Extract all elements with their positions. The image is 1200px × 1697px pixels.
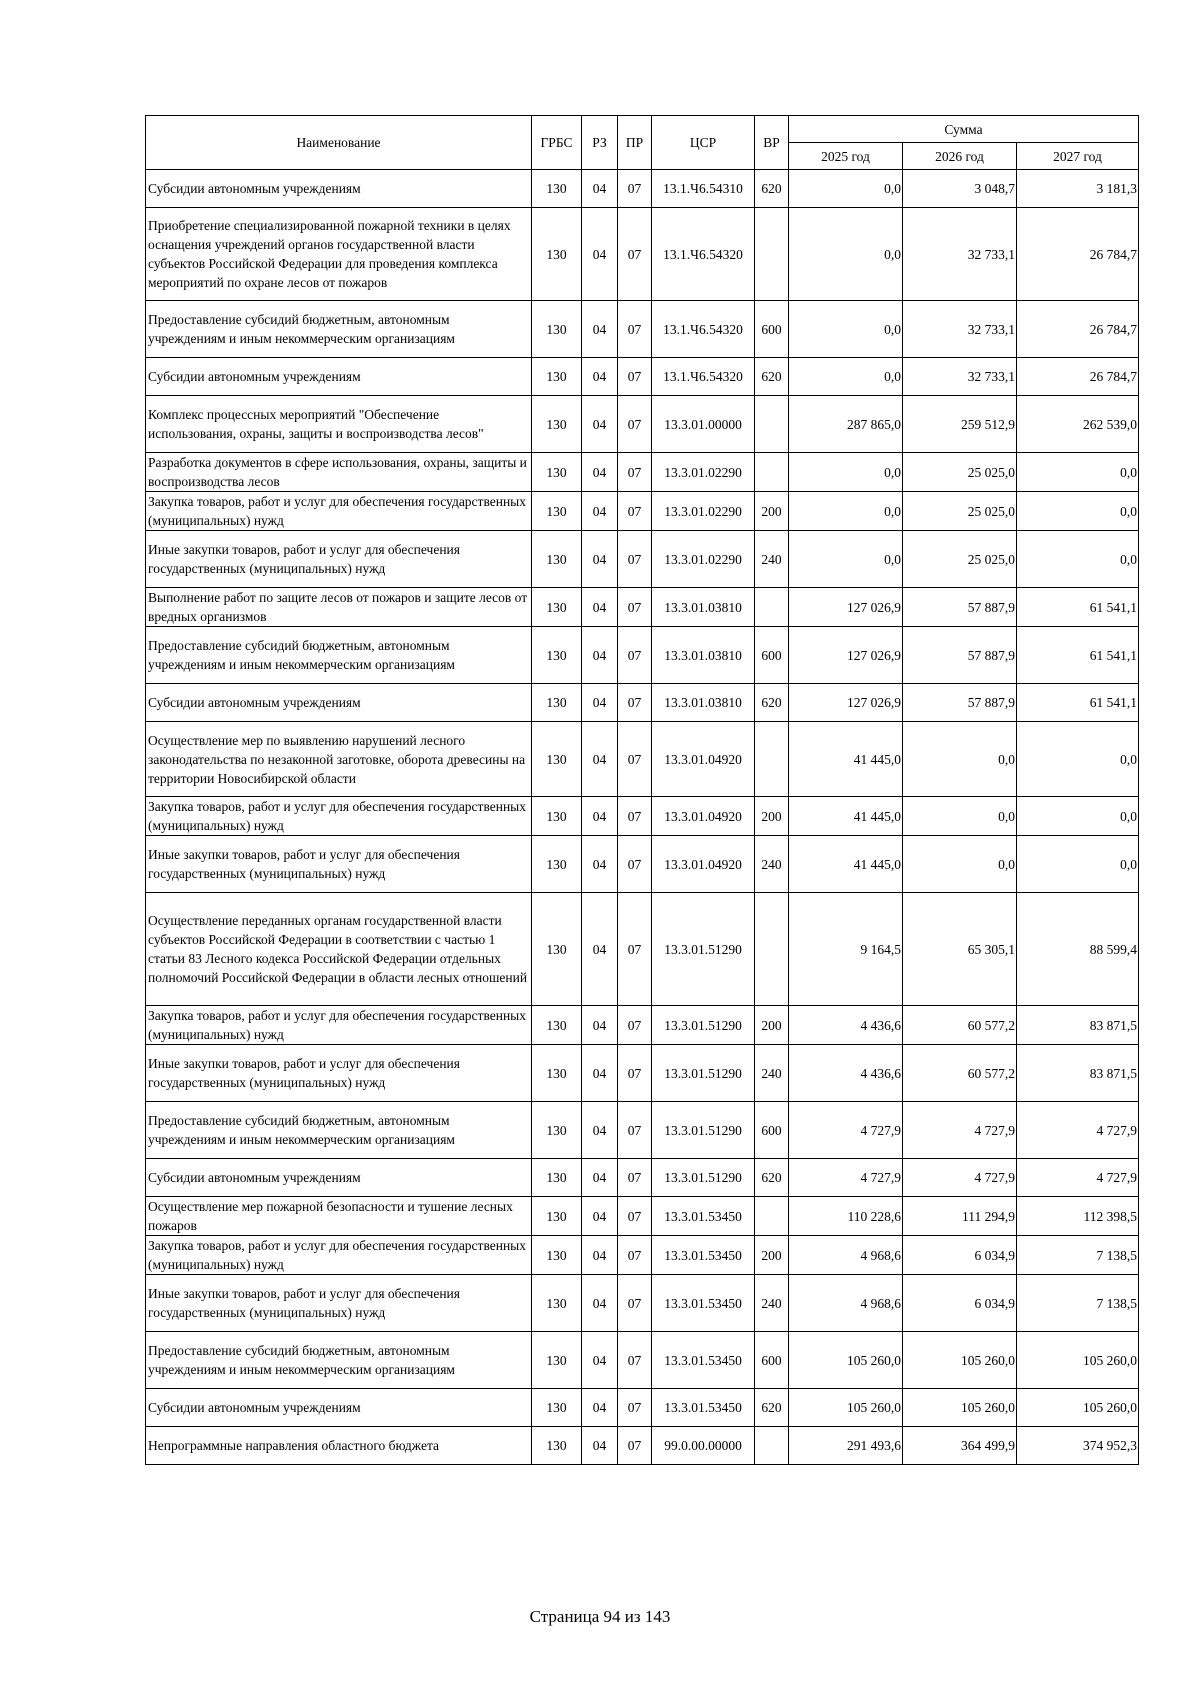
row-vr: 600: [755, 627, 789, 684]
row-name: Закупка товаров, работ и услуг для обеспечения государственных (муниципальных) нужд: [146, 1236, 532, 1275]
row-rz: 04: [582, 836, 618, 893]
row-sum-2026: 57 887,9: [903, 627, 1017, 684]
row-sum-2026: 57 887,9: [903, 588, 1017, 627]
row-rz: 04: [582, 1159, 618, 1197]
table-row: [146, 836, 1139, 893]
row-grbs: 130: [532, 453, 582, 492]
row-pr: 07: [618, 1197, 652, 1236]
row-sum-2027: 0,0: [1017, 531, 1139, 588]
row-sum-2026: 32 733,1: [903, 301, 1017, 358]
row-grbs: 130: [532, 170, 582, 208]
row-name: Субсидии автономным учреждениям: [146, 1159, 532, 1197]
row-vr: 600: [755, 301, 789, 358]
row-sum-2027: 88 599,4: [1017, 893, 1139, 1006]
row-pr: 07: [618, 1332, 652, 1389]
row-sum-2025: 41 445,0: [789, 797, 903, 836]
row-rz: 04: [582, 627, 618, 684]
row-grbs: 130: [532, 836, 582, 893]
row-rz: 04: [582, 1045, 618, 1102]
row-csr: 13.3.01.04920: [652, 836, 755, 893]
row-rz: 04: [582, 684, 618, 722]
table-row: [146, 301, 1139, 358]
row-sum-2026: 111 294,9: [903, 1197, 1017, 1236]
row-csr: 13.3.01.02290: [652, 453, 755, 492]
row-rz: 04: [582, 396, 618, 453]
row-pr: 07: [618, 627, 652, 684]
row-sum-2027: 3 181,3: [1017, 170, 1139, 208]
row-csr: 13.3.01.51290: [652, 1159, 755, 1197]
table-row: [146, 358, 1139, 396]
row-name: Закупка товаров, работ и услуг для обеспечения государственных (муниципальных) нужд: [146, 797, 532, 836]
row-sum-2027: 61 541,1: [1017, 627, 1139, 684]
row-csr: 13.3.01.53450: [652, 1389, 755, 1427]
row-grbs: 130: [532, 722, 582, 797]
row-sum-2026: 32 733,1: [903, 208, 1017, 301]
row-sum-2025: 0,0: [789, 170, 903, 208]
row-vr: [755, 722, 789, 797]
row-sum-2025: 41 445,0: [789, 722, 903, 797]
row-sum-2025: 4 436,6: [789, 1045, 903, 1102]
row-pr: 07: [618, 453, 652, 492]
row-sum-2026: 4 727,9: [903, 1159, 1017, 1197]
header-pr: ПР: [618, 116, 652, 170]
table-row: [146, 1197, 1139, 1236]
row-sum-2026: 60 577,2: [903, 1006, 1017, 1045]
table-row: [146, 1045, 1139, 1102]
table-row: [146, 531, 1139, 588]
row-vr: [755, 893, 789, 1006]
row-sum-2027: 105 260,0: [1017, 1389, 1139, 1427]
table-row: [146, 1427, 1139, 1465]
row-sum-2026: 25 025,0: [903, 531, 1017, 588]
row-grbs: 130: [532, 358, 582, 396]
table-header: [146, 116, 1139, 170]
row-sum-2025: 105 260,0: [789, 1332, 903, 1389]
row-vr: 600: [755, 1102, 789, 1159]
table-row: [146, 208, 1139, 301]
row-vr: 200: [755, 797, 789, 836]
row-csr: 13.1.Ч6.54320: [652, 208, 755, 301]
row-pr: 07: [618, 893, 652, 1006]
row-name: Предоставление субсидий бюджетным, автономным учреждениям и иным некоммерческим организациям: [146, 1102, 532, 1159]
row-name: Субсидии автономным учреждениям: [146, 1389, 532, 1427]
row-rz: 04: [582, 1332, 618, 1389]
row-grbs: 130: [532, 1006, 582, 1045]
row-sum-2025: 110 228,6: [789, 1197, 903, 1236]
table-row: [146, 1389, 1139, 1427]
row-rz: 04: [582, 1427, 618, 1465]
header-rz: РЗ: [582, 116, 618, 170]
table-body: [146, 170, 1139, 1465]
row-rz: 04: [582, 1275, 618, 1332]
table-row: [146, 684, 1139, 722]
row-vr: 240: [755, 1045, 789, 1102]
header-year-2026: 2026 год: [903, 143, 1017, 170]
row-name: Субсидии автономным учреждениям: [146, 358, 532, 396]
row-pr: 07: [618, 301, 652, 358]
row-pr: 07: [618, 208, 652, 301]
row-sum-2027: 26 784,7: [1017, 208, 1139, 301]
table-row: [146, 1159, 1139, 1197]
row-name: Иные закупки товаров, работ и услуг для обеспечения государственных (муниципальных) нужд: [146, 1275, 532, 1332]
row-vr: 200: [755, 1236, 789, 1275]
row-pr: 07: [618, 396, 652, 453]
row-name: Осуществление переданных органам государственной власти субъектов Российской Федерации в соответствии с частью 1 статьи 83 Лесного кодекса Российской Федерации отдельных полномочий Российской Федерации в области лесных отношений: [146, 893, 532, 1006]
row-csr: 13.3.01.03810: [652, 627, 755, 684]
row-sum-2026: 60 577,2: [903, 1045, 1017, 1102]
header-vr: ВР: [755, 116, 789, 170]
row-sum-2025: 4 436,6: [789, 1006, 903, 1045]
row-name: Осуществление мер пожарной безопасности и тушение лесных пожаров: [146, 1197, 532, 1236]
row-rz: 04: [582, 1006, 618, 1045]
row-name: Предоставление субсидий бюджетным, автономным учреждениям и иным некоммерческим организациям: [146, 301, 532, 358]
row-grbs: 130: [532, 1389, 582, 1427]
table-row: [146, 1006, 1139, 1045]
row-name: Комплекс процессных мероприятий "Обеспечение использования, охраны, защиты и воспроизводства лесов": [146, 396, 532, 453]
row-pr: 07: [618, 1275, 652, 1332]
row-grbs: 130: [532, 1102, 582, 1159]
row-csr: 13.3.01.51290: [652, 1006, 755, 1045]
row-grbs: 130: [532, 531, 582, 588]
row-pr: 07: [618, 836, 652, 893]
row-rz: 04: [582, 531, 618, 588]
row-sum-2026: 57 887,9: [903, 684, 1017, 722]
row-csr: 13.3.01.04920: [652, 722, 755, 797]
row-name: Иные закупки товаров, работ и услуг для обеспечения государственных (муниципальных) нужд: [146, 1045, 532, 1102]
row-pr: 07: [618, 358, 652, 396]
row-csr: 13.3.01.04920: [652, 797, 755, 836]
row-sum-2025: 0,0: [789, 492, 903, 531]
row-vr: 240: [755, 1275, 789, 1332]
row-sum-2026: 25 025,0: [903, 453, 1017, 492]
row-grbs: 130: [532, 396, 582, 453]
row-rz: 04: [582, 1236, 618, 1275]
row-grbs: 130: [532, 1427, 582, 1465]
row-sum-2027: 61 541,1: [1017, 684, 1139, 722]
row-pr: 07: [618, 684, 652, 722]
row-sum-2025: 127 026,9: [789, 684, 903, 722]
page-number: Страница 94 из 143: [529, 1607, 671, 1626]
row-vr: 620: [755, 1389, 789, 1427]
row-pr: 07: [618, 1006, 652, 1045]
table-row: [146, 797, 1139, 836]
header-grbs: ГРБС: [532, 116, 582, 170]
header-sum: Сумма: [789, 116, 1139, 143]
row-csr: 13.3.01.02290: [652, 531, 755, 588]
row-sum-2027: 26 784,7: [1017, 358, 1139, 396]
row-sum-2025: 0,0: [789, 358, 903, 396]
row-sum-2025: 4 968,6: [789, 1275, 903, 1332]
row-pr: 07: [618, 1389, 652, 1427]
row-name: Закупка товаров, работ и услуг для обеспечения государственных (муниципальных) нужд: [146, 492, 532, 531]
header-name: Наименование: [146, 116, 532, 170]
row-rz: 04: [582, 301, 618, 358]
row-sum-2025: 0,0: [789, 453, 903, 492]
row-vr: [755, 1197, 789, 1236]
row-grbs: 130: [532, 627, 582, 684]
table-row: [146, 1102, 1139, 1159]
row-rz: 04: [582, 1197, 618, 1236]
row-grbs: 130: [532, 301, 582, 358]
row-grbs: 130: [532, 1236, 582, 1275]
budget-table: [145, 115, 1139, 1465]
header-year-2027: 2027 год: [1017, 143, 1139, 170]
row-sum-2027: 83 871,5: [1017, 1045, 1139, 1102]
row-vr: 620: [755, 358, 789, 396]
row-sum-2026: 0,0: [903, 836, 1017, 893]
row-grbs: 130: [532, 684, 582, 722]
row-csr: 13.3.01.53450: [652, 1236, 755, 1275]
row-vr: 600: [755, 1332, 789, 1389]
row-name: Субсидии автономным учреждениям: [146, 684, 532, 722]
row-csr: 13.3.01.53450: [652, 1275, 755, 1332]
row-sum-2025: 4 968,6: [789, 1236, 903, 1275]
row-sum-2025: 4 727,9: [789, 1159, 903, 1197]
row-name: Осуществление мер по выявлению нарушений лесного законодательства по незаконной заготовке, оборота древесины на территории Новосибирской области: [146, 722, 532, 797]
table-row: [146, 1275, 1139, 1332]
table-row: [146, 492, 1139, 531]
row-rz: 04: [582, 170, 618, 208]
row-sum-2027: 4 727,9: [1017, 1102, 1139, 1159]
row-name: Непрограммные направления областного бюджета: [146, 1427, 532, 1465]
row-vr: [755, 453, 789, 492]
row-sum-2025: 127 026,9: [789, 588, 903, 627]
row-vr: 200: [755, 492, 789, 531]
row-sum-2025: 4 727,9: [789, 1102, 903, 1159]
table-row: [146, 1236, 1139, 1275]
row-pr: 07: [618, 1159, 652, 1197]
row-grbs: 130: [532, 1275, 582, 1332]
row-csr: 13.1.Ч6.54320: [652, 301, 755, 358]
row-sum-2025: 127 026,9: [789, 627, 903, 684]
row-sum-2027: 7 138,5: [1017, 1236, 1139, 1275]
row-sum-2027: 0,0: [1017, 836, 1139, 893]
row-rz: 04: [582, 588, 618, 627]
row-pr: 07: [618, 797, 652, 836]
row-grbs: 130: [532, 1159, 582, 1197]
row-grbs: 130: [532, 208, 582, 301]
row-sum-2026: 105 260,0: [903, 1389, 1017, 1427]
row-rz: 04: [582, 797, 618, 836]
row-csr: 13.1.Ч6.54310: [652, 170, 755, 208]
row-sum-2025: 0,0: [789, 531, 903, 588]
row-sum-2026: 3 048,7: [903, 170, 1017, 208]
row-sum-2025: 9 164,5: [789, 893, 903, 1006]
row-sum-2026: 25 025,0: [903, 492, 1017, 531]
row-pr: 07: [618, 170, 652, 208]
row-grbs: 130: [532, 1045, 582, 1102]
row-name: Предоставление субсидий бюджетным, автономным учреждениям и иным некоммерческим организациям: [146, 1332, 532, 1389]
row-name: Приобретение специализированной пожарной техники в целях оснащения учреждений органов государственной власти субъектов Российской Федерации для проведения комплекса мероприятий по охране лесов от пожаров: [146, 208, 532, 301]
header-year-2025: 2025 год: [789, 143, 903, 170]
row-name: Иные закупки товаров, работ и услуг для обеспечения государственных (муниципальных) нужд: [146, 531, 532, 588]
table-row: [146, 893, 1139, 1006]
row-csr: 13.3.01.00000: [652, 396, 755, 453]
row-sum-2027: 61 541,1: [1017, 588, 1139, 627]
row-csr: 13.3.01.51290: [652, 1102, 755, 1159]
row-sum-2025: 287 865,0: [789, 396, 903, 453]
row-rz: 04: [582, 1389, 618, 1427]
row-csr: 99.0.00.00000: [652, 1427, 755, 1465]
row-sum-2025: 291 493,6: [789, 1427, 903, 1465]
row-sum-2026: 6 034,9: [903, 1236, 1017, 1275]
row-sum-2025: 0,0: [789, 208, 903, 301]
row-csr: 13.3.01.03810: [652, 588, 755, 627]
row-grbs: 130: [532, 893, 582, 1006]
row-name: Предоставление субсидий бюджетным, автономным учреждениям и иным некоммерческим организациям: [146, 627, 532, 684]
row-sum-2027: 374 952,3: [1017, 1427, 1139, 1465]
row-grbs: 130: [532, 492, 582, 531]
row-pr: 07: [618, 722, 652, 797]
row-vr: 620: [755, 1159, 789, 1197]
row-name: Разработка документов в сфере использования, охраны, защиты и воспроизводства лесов: [146, 453, 532, 492]
row-name: Субсидии автономным учреждениям: [146, 170, 532, 208]
row-pr: 07: [618, 1102, 652, 1159]
table-row: [146, 627, 1139, 684]
table-row: [146, 396, 1139, 453]
row-grbs: 130: [532, 1197, 582, 1236]
row-sum-2026: 65 305,1: [903, 893, 1017, 1006]
row-sum-2027: 0,0: [1017, 797, 1139, 836]
row-sum-2026: 4 727,9: [903, 1102, 1017, 1159]
row-name: Закупка товаров, работ и услуг для обеспечения государственных (муниципальных) нужд: [146, 1006, 532, 1045]
row-csr: 13.3.01.03810: [652, 684, 755, 722]
row-sum-2027: 4 727,9: [1017, 1159, 1139, 1197]
table-row: [146, 170, 1139, 208]
row-vr: [755, 396, 789, 453]
row-sum-2027: 7 138,5: [1017, 1275, 1139, 1332]
row-pr: 07: [618, 1236, 652, 1275]
row-sum-2025: 0,0: [789, 301, 903, 358]
row-sum-2027: 105 260,0: [1017, 1332, 1139, 1389]
row-sum-2026: 105 260,0: [903, 1332, 1017, 1389]
row-vr: [755, 588, 789, 627]
row-csr: 13.3.01.51290: [652, 893, 755, 1006]
row-sum-2027: 0,0: [1017, 453, 1139, 492]
row-vr: [755, 208, 789, 301]
row-sum-2027: 0,0: [1017, 492, 1139, 531]
row-sum-2027: 0,0: [1017, 722, 1139, 797]
row-csr: 13.3.01.02290: [652, 492, 755, 531]
row-name: Выполнение работ по защите лесов от пожаров и защите лесов от вредных организмов: [146, 588, 532, 627]
row-csr: 13.1.Ч6.54320: [652, 358, 755, 396]
row-rz: 04: [582, 1102, 618, 1159]
row-vr: 200: [755, 1006, 789, 1045]
table-row: [146, 1332, 1139, 1389]
row-sum-2026: 364 499,9: [903, 1427, 1017, 1465]
row-vr: 620: [755, 684, 789, 722]
row-sum-2026: 0,0: [903, 722, 1017, 797]
row-grbs: 130: [532, 1332, 582, 1389]
row-pr: 07: [618, 1045, 652, 1102]
row-rz: 04: [582, 453, 618, 492]
row-pr: 07: [618, 531, 652, 588]
row-sum-2027: 26 784,7: [1017, 301, 1139, 358]
row-sum-2026: 0,0: [903, 797, 1017, 836]
row-sum-2026: 259 512,9: [903, 396, 1017, 453]
row-rz: 04: [582, 893, 618, 1006]
table-row: [146, 453, 1139, 492]
row-pr: 07: [618, 492, 652, 531]
table-row: [146, 722, 1139, 797]
row-grbs: 130: [532, 588, 582, 627]
row-csr: 13.3.01.51290: [652, 1045, 755, 1102]
row-sum-2027: 112 398,5: [1017, 1197, 1139, 1236]
row-grbs: 130: [532, 797, 582, 836]
row-sum-2027: 262 539,0: [1017, 396, 1139, 453]
row-sum-2025: 41 445,0: [789, 836, 903, 893]
row-vr: 240: [755, 531, 789, 588]
row-rz: 04: [582, 492, 618, 531]
row-name: Иные закупки товаров, работ и услуг для обеспечения государственных (муниципальных) нужд: [146, 836, 532, 893]
row-sum-2025: 105 260,0: [789, 1389, 903, 1427]
row-sum-2026: 32 733,1: [903, 358, 1017, 396]
row-csr: 13.3.01.53450: [652, 1197, 755, 1236]
row-pr: 07: [618, 1427, 652, 1465]
row-rz: 04: [582, 722, 618, 797]
row-sum-2027: 83 871,5: [1017, 1006, 1139, 1045]
row-csr: 13.3.01.53450: [652, 1332, 755, 1389]
row-pr: 07: [618, 588, 652, 627]
row-vr: 620: [755, 170, 789, 208]
row-rz: 04: [582, 358, 618, 396]
row-vr: 240: [755, 836, 789, 893]
table-row: [146, 588, 1139, 627]
row-sum-2026: 6 034,9: [903, 1275, 1017, 1332]
row-vr: [755, 1427, 789, 1465]
header-csr: ЦСР: [652, 116, 755, 170]
row-rz: 04: [582, 208, 618, 301]
